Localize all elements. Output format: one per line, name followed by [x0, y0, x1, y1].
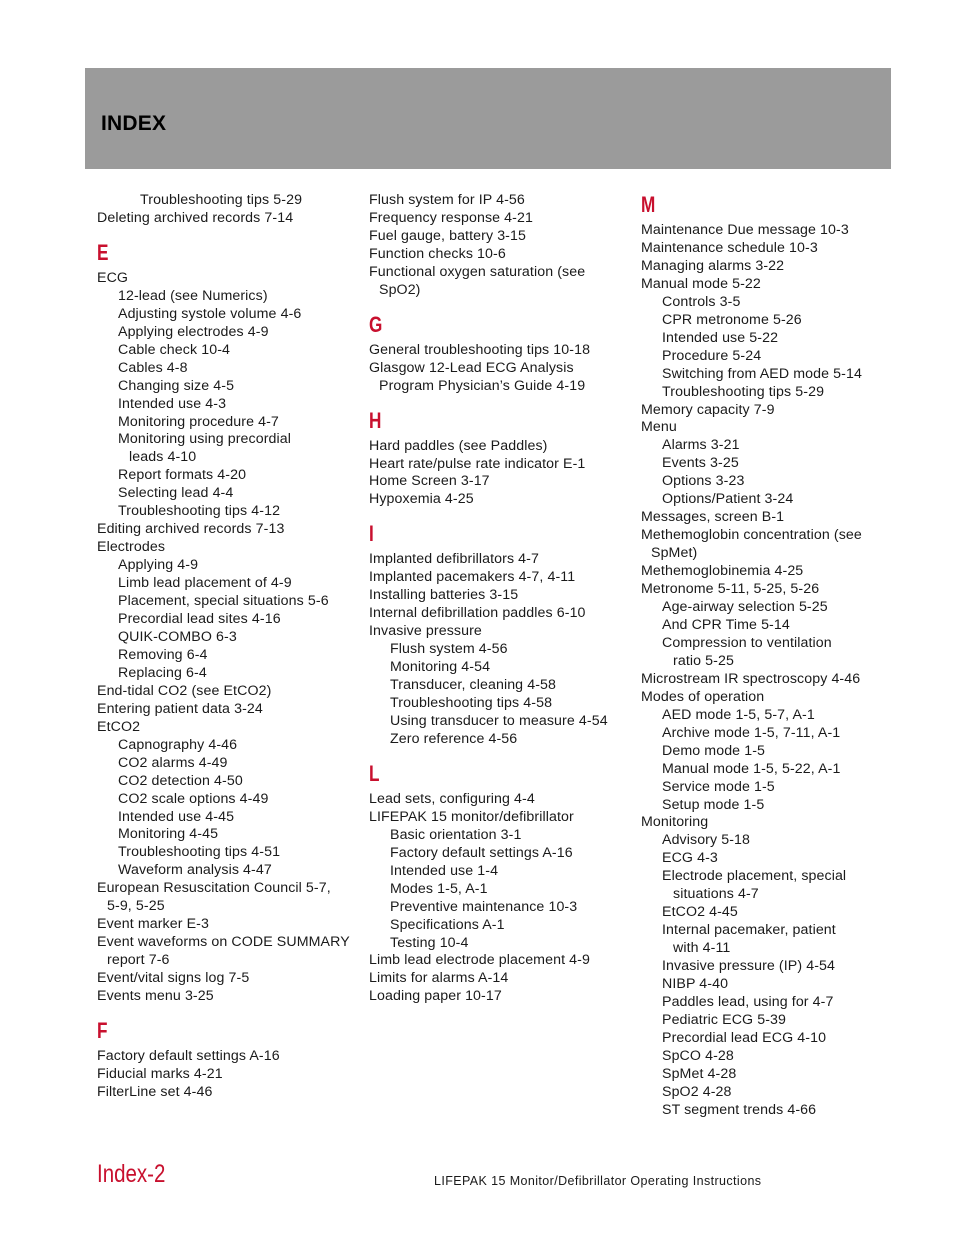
- index-subentry: Factory default settings A-16: [390, 844, 573, 861]
- index-subentry: Selecting lead 4-4: [118, 485, 234, 502]
- index-subentry: Intended use 4-3: [118, 395, 227, 412]
- index-subentry: Preventive maintenance 10-3: [390, 898, 578, 915]
- index-entry: Methemoglobin concentration (see: [641, 527, 862, 544]
- index-subentry: CO2 detection 4-50: [118, 772, 243, 789]
- index-subentry: SpMet 4-28: [662, 1065, 737, 1082]
- index-header-banner: [85, 68, 891, 169]
- index-entry: EtCO2: [97, 718, 141, 735]
- section-letter-f: F: [97, 1017, 108, 1043]
- index-entry: Microstream IR spectroscopy 4-46: [641, 670, 861, 687]
- index-entry: Heart rate/pulse rate indicator E-1: [369, 455, 586, 472]
- index-subentry: Troubleshooting tips 4-51: [118, 844, 281, 861]
- index-subentry: Monitoring 4-45: [118, 826, 219, 843]
- index-subentry: Placement, special situations 5-6: [118, 593, 329, 610]
- index-subentry: leads 4-10: [129, 449, 197, 466]
- section-letter-i: I: [369, 521, 374, 547]
- index-subentry: CO2 alarms 4-49: [118, 754, 228, 771]
- index-subentry: Intended use 1-4: [390, 862, 499, 879]
- index-subentry: Zero reference 4-56: [390, 730, 518, 747]
- index-entry: Methemoglobinemia 4-25: [641, 563, 804, 580]
- index-subentry: AED mode 1-5, 5-7, A-1: [662, 706, 815, 723]
- index-subentry: Switching from AED mode 5-14: [662, 365, 862, 382]
- index-entry: Maintenance schedule 10-3: [641, 239, 818, 256]
- index-subentry: SpCO 4-28: [662, 1047, 734, 1064]
- index-entry: Internal defibrillation paddles 6-10: [369, 605, 586, 622]
- section-letter-l: L: [369, 760, 380, 786]
- index-subentry: Setup mode 1-5: [662, 796, 765, 813]
- index-entry: European Resuscitation Council 5-7,: [97, 880, 331, 897]
- section-letter-h: H: [369, 407, 382, 433]
- index-subentry: ratio 5-25: [673, 652, 734, 669]
- index-subentry: Manual mode 1-5, 5-22, A-1: [662, 760, 841, 777]
- index-subentry: Testing 10-4: [390, 934, 469, 951]
- index-subentry: Intended use 4-45: [118, 808, 235, 825]
- index-subentry: Monitoring 4-54: [390, 659, 491, 676]
- index-subentry: Events 3-25: [662, 455, 739, 472]
- index-entry: Menu: [641, 419, 677, 436]
- index-entry: Event waveforms on CODE SUMMARY: [97, 934, 350, 951]
- index-entry: Managing alarms 3-22: [641, 257, 785, 274]
- section-letter-e: E: [97, 239, 109, 265]
- index-subentry: SpO2): [379, 281, 421, 298]
- index-subentry: Troubleshooting tips 4-58: [390, 695, 553, 712]
- index-entry: Implanted pacemakers 4-7, 4-11: [369, 569, 576, 586]
- index-subentry: ST segment trends 4-66: [662, 1101, 817, 1118]
- index-entry: Messages, screen B-1: [641, 509, 785, 526]
- index-subentry: NIBP 4-40: [662, 976, 729, 993]
- index-subentry: Service mode 1-5: [662, 778, 775, 795]
- index-entry: Electrodes: [97, 539, 166, 556]
- index-entry: Modes of operation: [641, 688, 765, 705]
- index-subentry: Adjusting systole volume 4-6: [118, 305, 302, 322]
- index-subentry: And CPR Time 5-14: [662, 616, 790, 633]
- index-entry: Glasgow 12-Lead ECG Analysis: [369, 359, 574, 376]
- index-subentry: Limb lead placement of 4-9: [118, 575, 292, 592]
- index-subentry: Options 3-23: [662, 473, 745, 490]
- index-entry: ECG: [97, 269, 129, 286]
- index-subentry: Monitoring using precordial: [118, 431, 292, 448]
- index-subentry: QUIK-COMBO 6-3: [118, 628, 237, 645]
- index-subentry: with 4-11: [673, 940, 731, 957]
- index-subentry: Transducer, cleaning 4-58: [390, 677, 557, 694]
- index-subentry: Options/Patient 3-24: [662, 491, 794, 508]
- index-entry: Fiducial marks 4-21: [97, 1065, 223, 1082]
- index-subentry: Capnography 4-46: [118, 736, 238, 753]
- index-subentry: Troubleshooting tips 4-12: [118, 503, 281, 520]
- index-subentry: ECG 4-3: [662, 850, 718, 867]
- index-entry: Implanted defibrillators 4-7: [369, 551, 539, 568]
- index-subentry: Program Physician’s Guide 4-19: [379, 377, 586, 394]
- index-entry: LIFEPAK 15 monitor/defibrillator: [369, 808, 574, 825]
- index-subentry: Procedure 5-24: [662, 347, 762, 364]
- index-subentry: Precordial lead sites 4-16: [118, 611, 281, 628]
- index-subentry: Archive mode 1-5, 7-11, A-1: [662, 724, 841, 741]
- index-subentry: situations 4-7: [673, 886, 759, 903]
- index-subentry: Report formats 4-20: [118, 467, 247, 484]
- index-entry: Installing batteries 3-15: [369, 587, 519, 604]
- section-letter-m: M: [641, 192, 656, 217]
- index-subentry: Advisory 5-18: [662, 832, 751, 849]
- index-subentry: Age-airway selection 5-25: [662, 599, 828, 616]
- index-entry: FilterLine set 4-46: [97, 1083, 213, 1100]
- index-subentry: Internal pacemaker, patient: [662, 922, 836, 939]
- index-subentry: Flush system 4-56: [390, 641, 508, 658]
- index-subentry: SpMet): [651, 545, 698, 562]
- index-entry: Frequency response 4-21: [369, 209, 533, 226]
- index-entry: Deleting archived records 7-14: [97, 209, 294, 226]
- index-entry: Limb lead electrode placement 4-9: [369, 952, 590, 969]
- index-subentry: SpO2 4-28: [662, 1083, 732, 1100]
- index-entry: Event/vital signs log 7-5: [97, 970, 250, 987]
- index-entry: Loading paper 10-17: [369, 988, 502, 1005]
- index-subentry: Using transducer to measure 4-54: [390, 712, 608, 729]
- index-entry: General troubleshooting tips 10-18: [369, 341, 591, 358]
- index-entry: Functional oxygen saturation (see: [369, 263, 586, 280]
- index-subentry: Waveform analysis 4-47: [118, 862, 272, 879]
- index-subentry: Demo mode 1-5: [662, 742, 766, 759]
- index-entry: Metronome 5-11, 5-25, 5-26: [641, 581, 820, 598]
- index-subentry: Invasive pressure (IP) 4-54: [662, 958, 836, 975]
- index-column-2: [369, 192, 631, 1006]
- index-entry: Memory capacity 7-9: [641, 401, 775, 418]
- index-entry: Function checks 10-6: [369, 245, 506, 262]
- index-subentry: EtCO2 4-45: [662, 904, 738, 921]
- index-subentry: Applying electrodes 4-9: [118, 323, 269, 340]
- index-subentry: CPR metronome 5-26: [662, 311, 802, 328]
- index-entry: Maintenance Due message 10-3: [641, 222, 849, 238]
- index-subentry: Cables 4-8: [118, 359, 188, 376]
- index-entry: Editing archived records 7-13: [97, 521, 285, 538]
- index-subentry: 5-9, 5-25: [107, 898, 165, 915]
- page-number: Index-2: [97, 1160, 166, 1188]
- index-subentry: Applying 4-9: [118, 557, 199, 574]
- index-entry: Invasive pressure: [369, 623, 482, 640]
- page-title: INDEX: [101, 112, 167, 135]
- index-entry: Limits for alarms A-14: [369, 970, 509, 987]
- index-entry: Hard paddles (see Paddles): [369, 437, 548, 454]
- index-entry: Event marker E-3: [97, 916, 209, 933]
- index-subentry: Pediatric ECG 5-39: [662, 1011, 787, 1028]
- index-subentry: Troubleshooting tips 5-29: [662, 383, 825, 400]
- index-entry: Lead sets, configuring 4-4: [369, 790, 535, 807]
- index-entry: Events menu 3-25: [97, 988, 214, 1005]
- index-subentry: Specifications A-1: [390, 916, 505, 933]
- index-entry: End-tidal CO2 (see EtCO2): [97, 682, 272, 699]
- index-subentry: Precordial lead ECG 4-10: [662, 1029, 827, 1046]
- index-subentry: Changing size 4-5: [118, 377, 235, 394]
- index-subentry: Compression to ventilation: [662, 634, 832, 651]
- index-subentry: Monitoring procedure 4-7: [118, 413, 279, 430]
- index-subentry: Electrode placement, special: [662, 868, 847, 885]
- index-column-1: [97, 192, 359, 1102]
- index-entry: Manual mode 5-22: [641, 275, 761, 292]
- index-subentry: Paddles lead, using for 4-7: [662, 993, 834, 1010]
- index-subentry: Alarms 3-21: [662, 437, 740, 454]
- index-subentry: 12-lead (see Numerics): [118, 287, 268, 304]
- section-letter-g: G: [369, 311, 383, 337]
- index-subentry: Removing 6-4: [118, 646, 208, 663]
- index-entry: Home Screen 3-17: [369, 473, 490, 490]
- index-subentry: report 7-6: [107, 952, 170, 969]
- index-entry: Entering patient data 3-24: [97, 700, 263, 717]
- index-entry: Flush system for IP 4-56: [369, 192, 525, 208]
- index-subentry: Cable check 10-4: [118, 341, 231, 358]
- index-entry: Monitoring: [641, 814, 709, 831]
- index-subentry: Troubleshooting tips 5-29: [140, 192, 303, 208]
- document-title: LIFEPAK 15 Monitor/Defibrillator Operating Instructions: [434, 1174, 762, 1188]
- index-entry: Fuel gauge, battery 3-15: [369, 227, 526, 244]
- index-subentry: Controls 3-5: [662, 293, 741, 310]
- index-subentry: Basic orientation 3-1: [390, 826, 522, 843]
- index-column-3: [641, 192, 903, 1120]
- index-subentry: Modes 1-5, A-1: [390, 880, 488, 897]
- index-entry: Factory default settings A-16: [97, 1047, 280, 1064]
- index-subentry: Intended use 5-22: [662, 329, 779, 346]
- index-subentry: Replacing 6-4: [118, 664, 207, 681]
- index-subentry: CO2 scale options 4-49: [118, 790, 269, 807]
- index-entry: Hypoxemia 4-25: [369, 491, 474, 508]
